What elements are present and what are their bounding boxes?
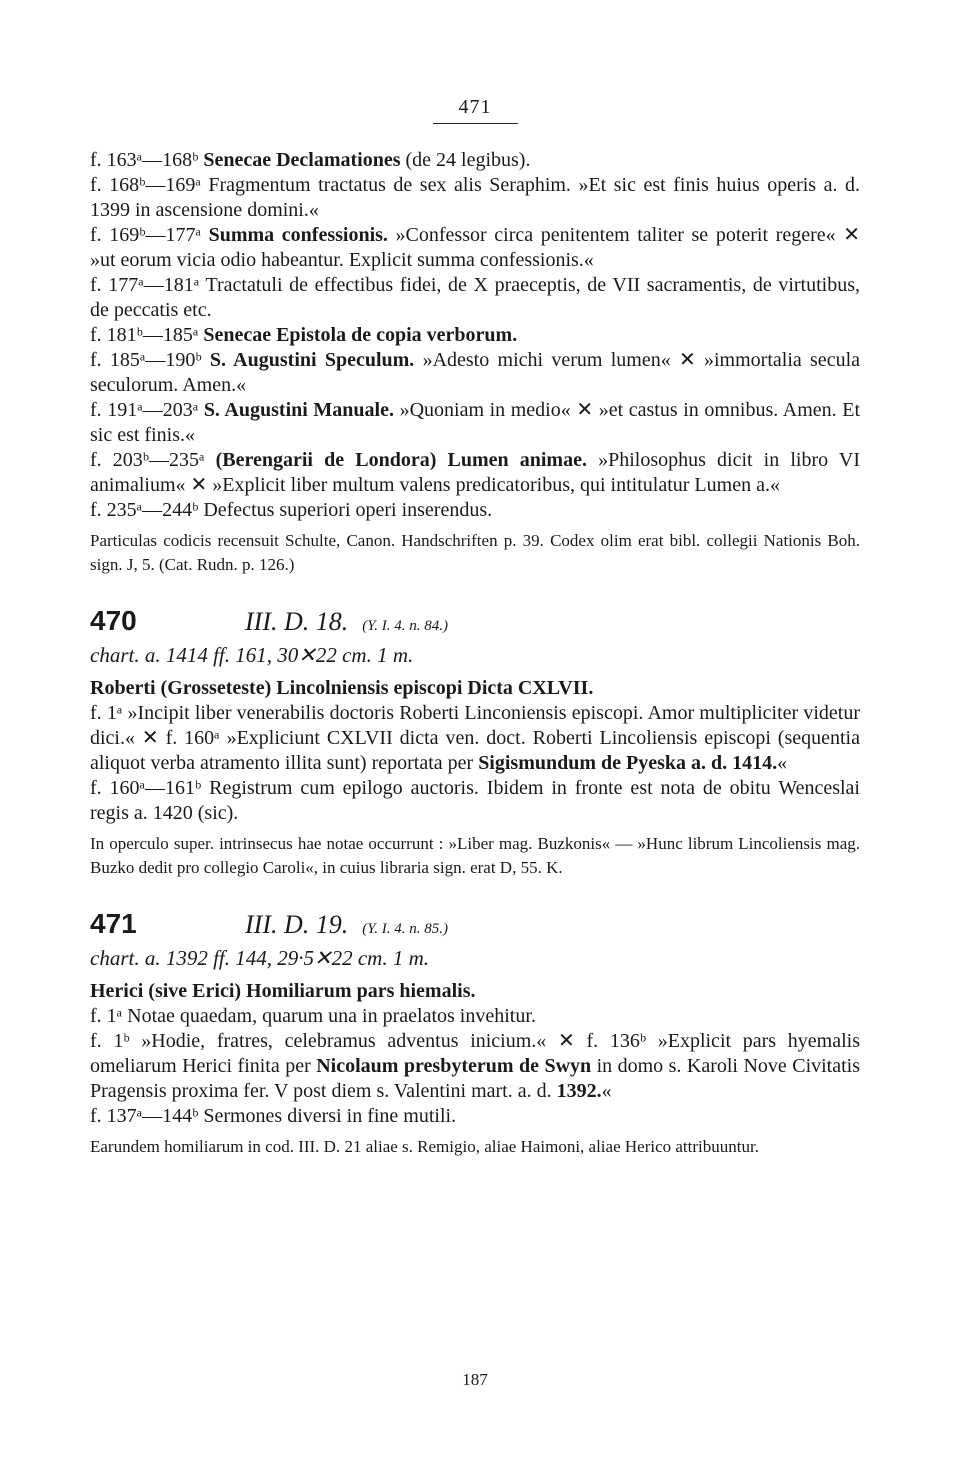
record-471-p2-bold-b: 1392.	[556, 1080, 602, 1102]
entry-folio: f. 177ᵃ—181ᵃ	[90, 274, 200, 296]
entry-title: Senecae Epistola de copia verborum.	[203, 324, 518, 346]
entry-folio: f. 169ᵇ—177ᵃ	[90, 224, 201, 246]
record-471-paragraph-3: f. 137ᵃ—144ᵇ Sermones diversi in fine mutili.	[90, 1105, 457, 1127]
page-body	[90, 148, 860, 1159]
entry	[90, 398, 860, 448]
page-header	[90, 96, 860, 124]
record-470-number: 470	[90, 605, 137, 636]
entry-text: Defectus superiori operi inserendus.	[203, 499, 493, 521]
record-471-p2-text-b: in domo s. Karoli Nove Civitatis Pragensis proxima fer. V post diem s. Valentini mart. a. d.	[90, 1055, 861, 1102]
record-471-title: Herici (sive Erici) Homiliarum pars hiemalis.	[90, 980, 476, 1002]
entry-folio: f. 203ᵇ—235ᵃ	[90, 449, 205, 471]
entry	[90, 148, 860, 173]
record-470-paragraph-1	[90, 701, 860, 776]
entry	[90, 273, 860, 323]
record-471-paragraph-2	[90, 1029, 860, 1104]
record-470-title: Roberti (Grosseteste) Lincolniensis episcopi Dicta CXLVII.	[90, 677, 594, 699]
record-471-signature: III. D. 19.	[245, 910, 349, 939]
page-number-top: 471	[433, 96, 518, 124]
entry-text: Tractatuli de effectibus fidei, de X praeceptis, de VII sacramentis, de virtutibus, de peccatis etc.	[90, 274, 860, 321]
record-470-p1-end: «	[777, 752, 788, 774]
record-470-paragraph-2: f. 160ᵃ—161ᵇ Registrum cum epilogo auctoris. Ibidem in fronte est nota de obitu Wenceslai regis a. 1420 (sic).	[90, 777, 860, 824]
entry	[90, 348, 860, 398]
entry-text: »Confessor circa penitentem taliter se poterit regere« ✕ »ut eorum vicia odio habeantur. Explicit summa confessionis.«	[90, 224, 860, 271]
entry-text: Fragmentum tractatus de sex alis Seraphim. »Et sic est finis huius operis a. d. 1399 in ascensione domini.«	[90, 174, 860, 221]
entry-folio: f. 168ᵇ—169ᵃ	[90, 174, 201, 196]
record-470-description: chart. a. 1414 ff. 161, 30✕22 cm. 1 m.	[90, 643, 414, 667]
entry-folio: f. 181ᵇ—185ᵃ	[90, 324, 199, 346]
entry	[90, 323, 860, 348]
record-471-header	[90, 908, 860, 940]
page-footer	[90, 1370, 860, 1390]
entry-text: »Philosophus dicit in libro VI animalium« ✕ »Explicit liber multum valens predicatoribus, qui intitulatur Lumen a.«	[90, 449, 861, 496]
entry-title: Senecae Declamationes	[203, 149, 401, 171]
entry	[90, 448, 860, 498]
record-471-paragraph-1: f. 1ᵃ Notae quaedam, quarum una in praelatos invehitur.	[90, 1005, 536, 1027]
record-470-header	[90, 605, 860, 637]
record-470-note: In operculo super. intrinsecus hae notae occurrunt : »Liber mag. Buzkonis« — »Hunc librum Lincoliensis mag. Buzko dedit pro collegio Caroli«, in cuius libraria sign. erat D, 55. K.	[90, 834, 860, 877]
record-470-signature: III. D. 18.	[245, 607, 349, 636]
entry-folio: f. 191ᵃ—203ᵃ	[90, 399, 199, 421]
entry-title: S. Augustini Speculum.	[209, 349, 415, 371]
entry-text: »Quoniam in medio« ✕ »et castus in omnibus. Amen. Et sic est finis.«	[90, 399, 860, 446]
entry-text: »Adesto michi verum lumen« ✕ »immortalia secula seculorum. Amen.«	[90, 349, 860, 396]
entry-folio: f. 235ᵃ—244ᵇ	[90, 499, 199, 521]
entries-top	[90, 148, 860, 523]
entry-text: (de 24 legibus).	[400, 149, 531, 171]
record-471-note: Earundem homiliarum in cod. III. D. 21 aliae s. Remigio, aliae Haimoni, aliae Herico attribuuntur.	[90, 1137, 759, 1156]
record-470-p1-text: f. 1ᵃ »Incipit liber venerabilis doctoris Roberti Linconiensis episcopi. Amor multipliciter videtur dici.« ✕ f. 160ᵃ »Expliciunt CXLVII dicta ven. doct. Roberti Lincoliensis episcopi (sequentia aliquot verba atramento illita sunt) reportata per	[90, 702, 860, 774]
entry-title: S. Augustini Manuale.	[203, 399, 394, 421]
page-number-bottom: 187	[462, 1370, 488, 1389]
entry-title: (Berengarii de Londora) Lumen animae.	[215, 449, 587, 471]
record-471-description: chart. a. 1392 ff. 144, 29·5✕22 cm. 1 m.	[90, 946, 429, 970]
record-471-old-signature: (Y. I. 4. n. 85.)	[362, 921, 448, 937]
record-471-p2-bold-a: Nicolaum presbyterum de Swyn	[316, 1055, 592, 1077]
note-top: Particulas codicis recensuit Schulte, Canon. Handschriften p. 39. Codex olim erat bibl. collegii Nationis Boh. sign. J, 5. (Cat. Rudn. p. 126.)	[90, 531, 860, 574]
entry	[90, 498, 860, 523]
record-470-old-signature: (Y. I. 4. n. 84.)	[362, 618, 448, 634]
entry-title: Summa confessionis.	[208, 224, 388, 246]
record-470-p1-bold: Sigismundum de Pyeska a. d. 1414.	[478, 752, 778, 774]
record-471-p2-text-a: f. 1ᵇ »Hodie, fratres, celebramus adventus inicium.« ✕ f. 136ᵇ »Explicit pars hyemalis omeliarum Herici finita per	[90, 1030, 860, 1077]
record-471-number: 471	[90, 908, 137, 939]
entry-folio: f. 185ᵃ—190ᵇ	[90, 349, 202, 371]
entry	[90, 173, 860, 223]
entry-folio: f. 163ᵃ—168ᵇ	[90, 149, 199, 171]
record-471-p2-end: «	[601, 1080, 612, 1102]
entry	[90, 223, 860, 273]
